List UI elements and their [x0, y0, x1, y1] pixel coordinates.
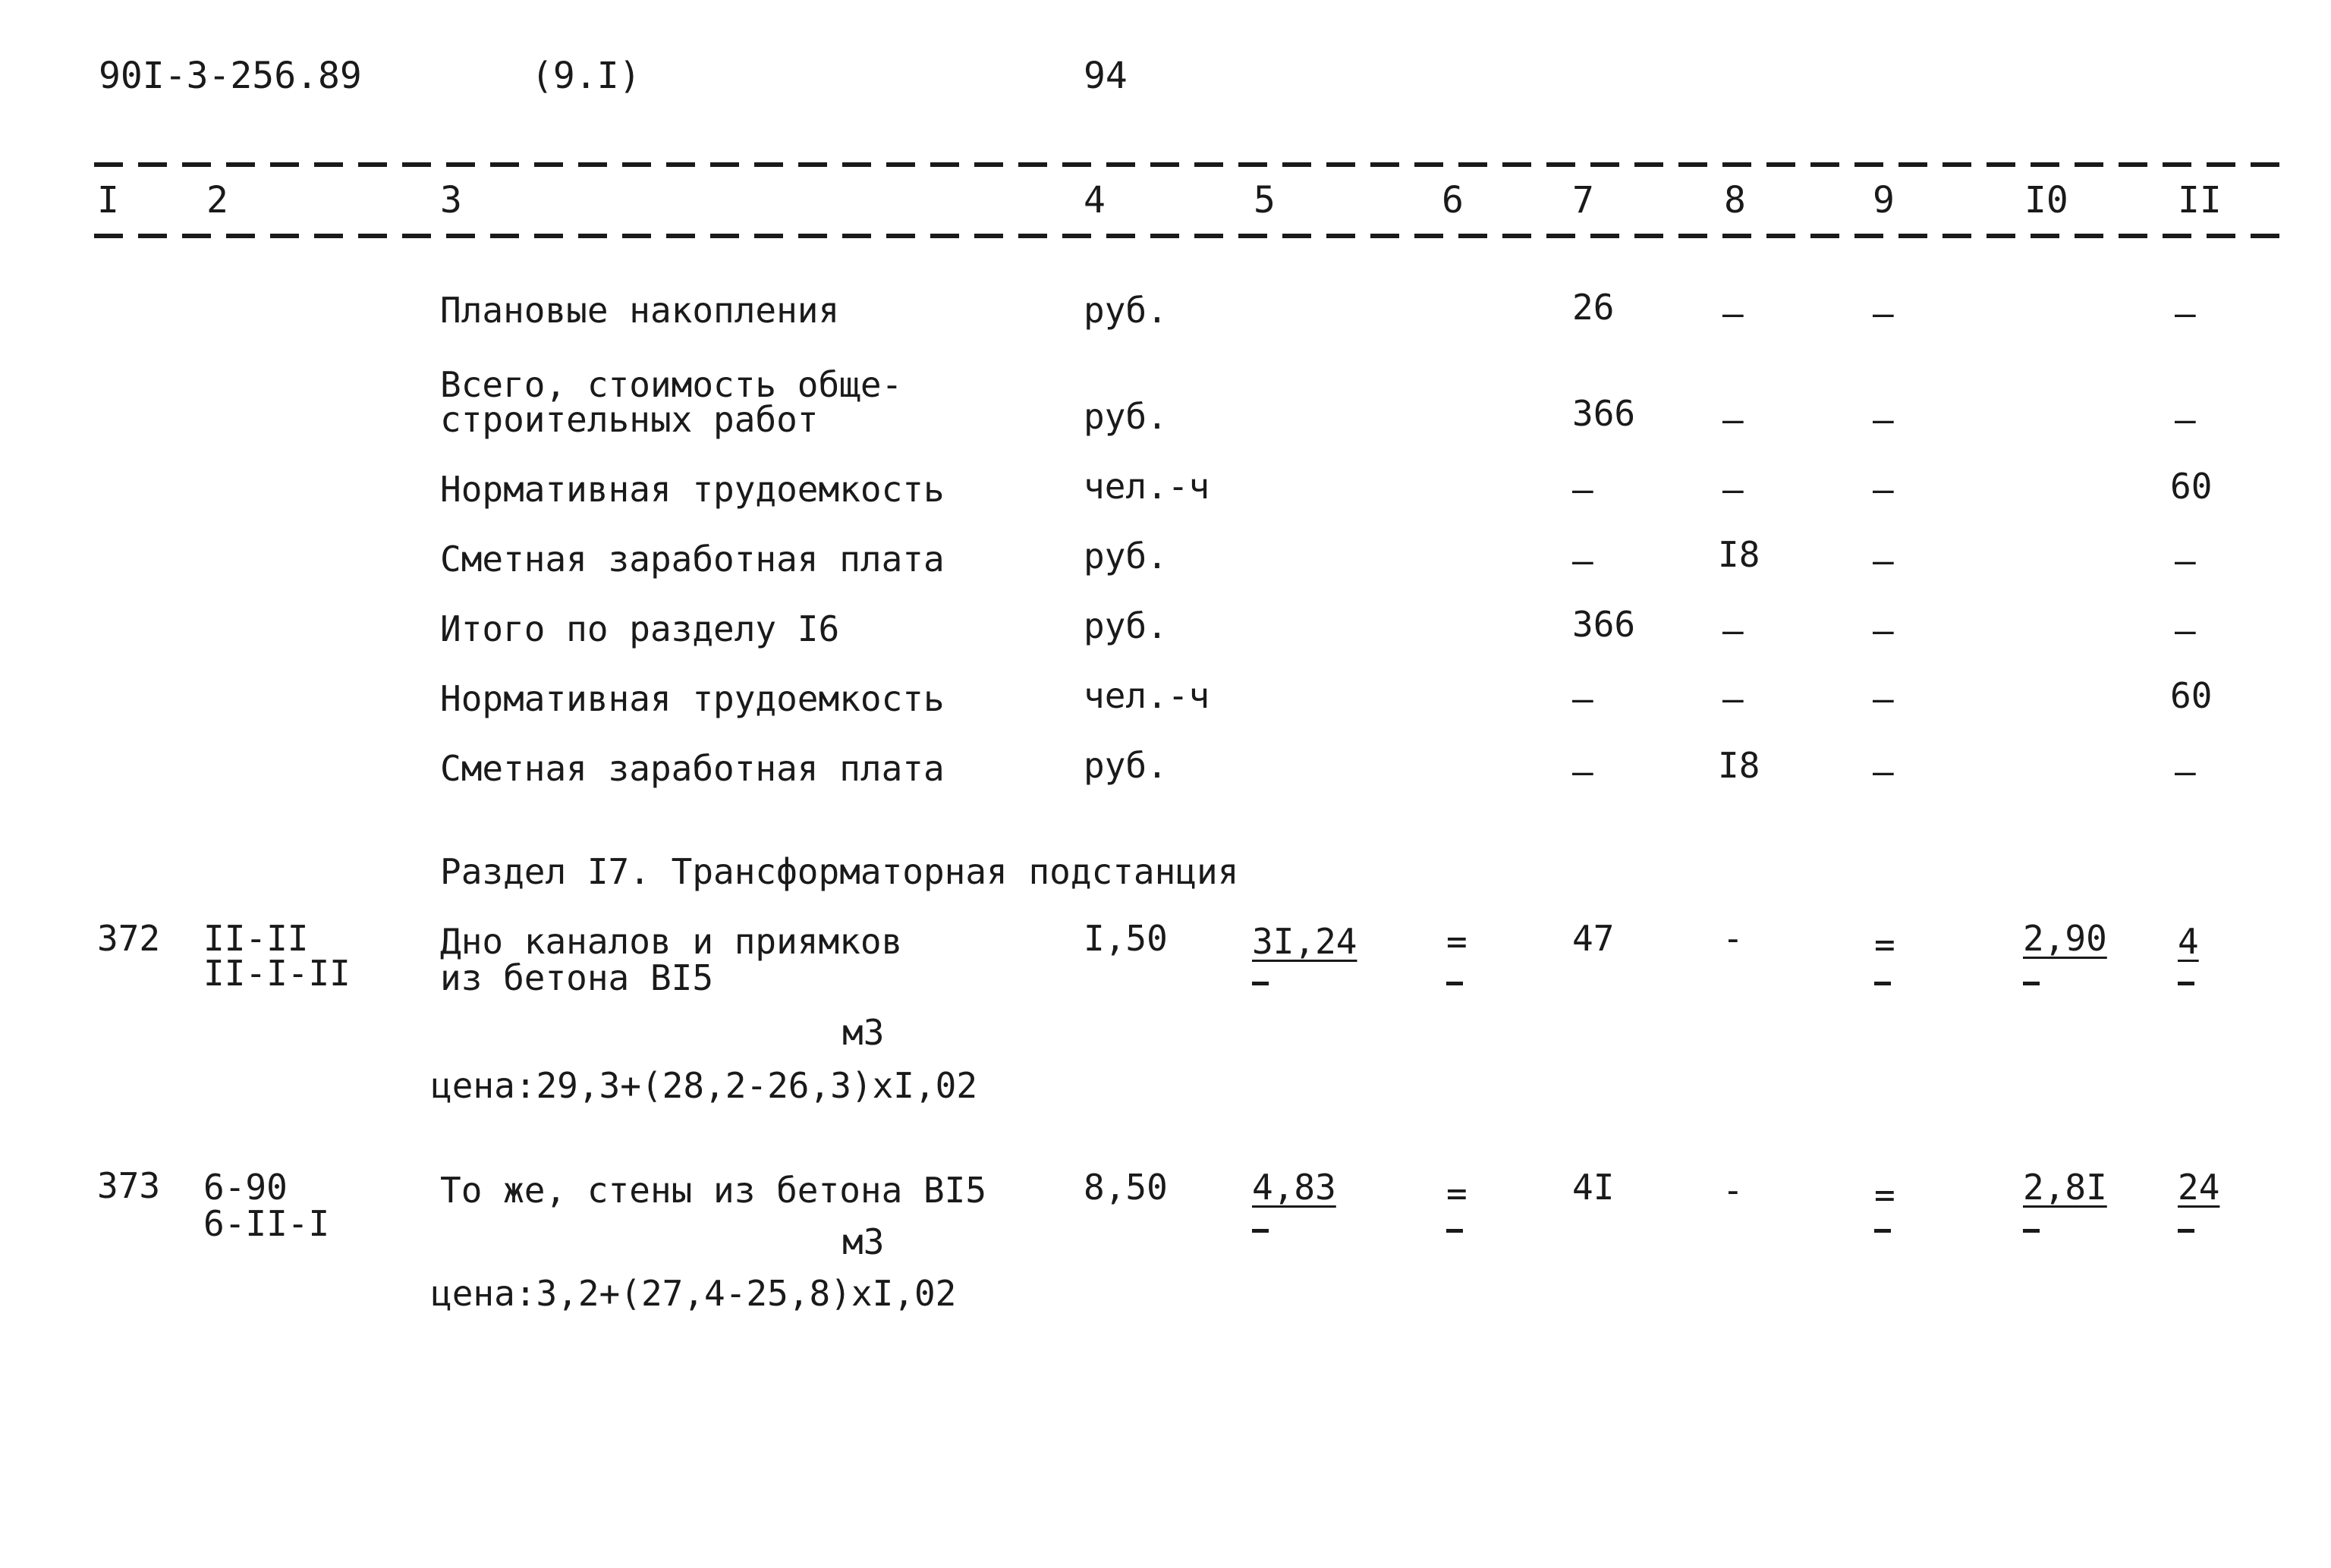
- row-unit: руб.: [1084, 745, 1168, 786]
- column-header: II: [2178, 179, 2222, 222]
- cell-col9: –: [1873, 610, 1894, 651]
- row-name-continued: строительных работ: [440, 399, 819, 440]
- item-unit: м3: [842, 1221, 885, 1262]
- cell-col11: –: [2175, 293, 2196, 334]
- column-header: 3: [440, 179, 462, 222]
- column-header: 4: [1084, 179, 1106, 222]
- column-header: 6: [1442, 179, 1464, 222]
- blank-mark: [2023, 1229, 2040, 1233]
- item-price-formula: цена:3,2+(27,4-25,8)хI,02: [431, 1273, 957, 1314]
- row-name: Сметная заработная плата: [440, 748, 945, 789]
- cell-col9: –: [1873, 678, 1894, 719]
- header-bottom-rule: [94, 234, 2279, 238]
- cell-col8: I8: [1718, 745, 1760, 786]
- section-title: Раздел I7. Трансформаторная подстанция: [440, 851, 1239, 892]
- page-number: 94: [1084, 55, 1128, 97]
- item-price-formula: цена:29,3+(28,2-26,3)хI,02: [431, 1065, 978, 1106]
- cell-col10: 2,90: [2023, 918, 2107, 959]
- cell-col9: =: [1874, 924, 1895, 965]
- cell-col9: –: [1873, 540, 1894, 581]
- blank-mark: [1446, 1229, 1463, 1233]
- row-name: Нормативная трудоемкость: [440, 469, 945, 510]
- cell-col7: –: [1572, 751, 1593, 792]
- cell-col6: =: [1446, 921, 1467, 962]
- item-code-secondary: II-I-II: [203, 953, 351, 994]
- cell-col9: =: [1874, 1174, 1895, 1215]
- cell-col7: –: [1572, 469, 1593, 510]
- item-code: II-II: [203, 918, 309, 959]
- cell-col11: –: [2175, 540, 2196, 581]
- item-name: То же, стены из бетона BI5: [440, 1170, 987, 1211]
- row-name: Всего, стоимость обще-: [440, 364, 903, 405]
- blank-mark: [2178, 1229, 2194, 1233]
- cell-col8: I8: [1718, 534, 1760, 575]
- cell-col11: 60: [2170, 675, 2213, 716]
- column-header: 8: [1724, 179, 1746, 222]
- cell-col8: –: [1722, 399, 1744, 440]
- cell-col7: 4I: [1572, 1167, 1615, 1208]
- row-name: Нормативная трудоемкость: [440, 678, 945, 719]
- blank-mark: [1252, 982, 1269, 985]
- row-name: Итого по разделу I6: [440, 608, 840, 649]
- blank-mark: [1874, 982, 1891, 985]
- cell-col5: 4,83: [1252, 1167, 1336, 1208]
- item-unit: м3: [842, 1012, 885, 1053]
- column-header: I: [97, 179, 119, 222]
- header-top-rule: [94, 162, 2279, 167]
- document-code: 90I-3-256.89: [99, 55, 362, 97]
- cell-col7: 366: [1572, 393, 1636, 434]
- cell-col11: 24: [2178, 1167, 2220, 1208]
- item-name-continued: из бетона BI5: [440, 957, 714, 998]
- cell-col10: 2,8I: [2023, 1167, 2107, 1208]
- cell-col8: -: [1722, 918, 1744, 959]
- cell-col11: 4: [2178, 921, 2199, 962]
- cell-col7: 47: [1572, 918, 1615, 959]
- blank-mark: [2178, 982, 2194, 985]
- item-code: 6-90: [203, 1167, 288, 1208]
- cell-col5: 3I,24: [1252, 921, 1357, 962]
- cell-col6: =: [1446, 1173, 1467, 1214]
- row-unit: чел.-ч: [1084, 466, 1210, 507]
- item-number: 372: [97, 918, 161, 959]
- row-unit: руб.: [1084, 396, 1168, 437]
- cell-col9: –: [1873, 469, 1894, 510]
- row-name: Плановые накопления: [440, 290, 840, 331]
- blank-mark: [2023, 982, 2040, 985]
- blank-mark: [1874, 1229, 1891, 1233]
- cell-col7: –: [1572, 540, 1593, 581]
- column-header: 2: [206, 179, 228, 222]
- cell-col7: 366: [1572, 604, 1636, 645]
- cell-col9: –: [1873, 751, 1894, 792]
- cell-col8: -: [1722, 1170, 1744, 1211]
- item-name: Дно каналов и приямков: [440, 921, 903, 962]
- cell-col11: –: [2175, 610, 2196, 651]
- item-quantity: I,50: [1084, 918, 1168, 959]
- row-unit: руб.: [1084, 605, 1168, 646]
- cell-col9: –: [1873, 399, 1894, 440]
- cell-col7: 26: [1572, 287, 1615, 328]
- blank-mark: [1252, 1229, 1269, 1233]
- item-number: 373: [97, 1165, 161, 1206]
- column-header: 9: [1873, 179, 1895, 222]
- row-unit: руб.: [1084, 536, 1168, 577]
- cell-col7: –: [1572, 678, 1593, 719]
- cell-col8: –: [1722, 678, 1744, 719]
- cell-col11: –: [2175, 751, 2196, 792]
- cell-col8: –: [1722, 610, 1744, 651]
- column-header: 5: [1254, 179, 1276, 222]
- column-header: 7: [1572, 179, 1594, 222]
- cell-col9: –: [1873, 293, 1894, 334]
- section-number: (9.I): [531, 55, 641, 97]
- item-code-secondary: 6-II-I: [203, 1203, 330, 1244]
- cell-col11: 60: [2170, 466, 2213, 507]
- blank-mark: [1446, 982, 1463, 985]
- cell-col8: –: [1722, 293, 1744, 334]
- item-quantity: 8,50: [1084, 1167, 1168, 1208]
- cell-col8: –: [1722, 469, 1744, 510]
- column-header: I0: [2024, 179, 2068, 222]
- row-unit: руб.: [1084, 290, 1168, 331]
- row-unit: чел.-ч: [1084, 675, 1210, 716]
- cell-col11: –: [2175, 399, 2196, 440]
- row-name: Сметная заработная плата: [440, 539, 945, 580]
